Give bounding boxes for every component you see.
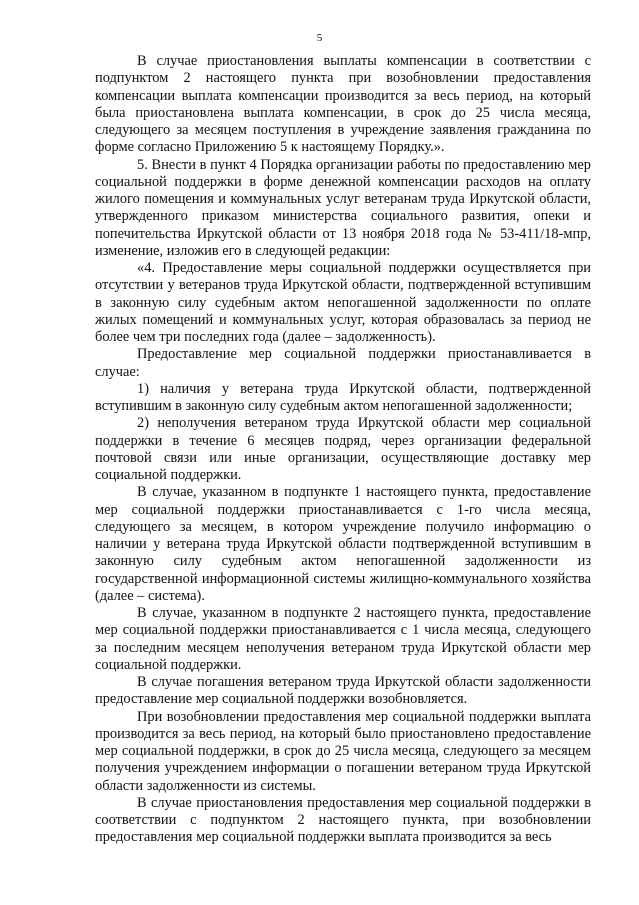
paragraph-item-4-provision: «4. Предоставление меры социальной поддержки осуществляется при отсутствии у ветеранов труда Иркутской области, подтвержденной вступившим в законную силу судебным актом непогашенной задолженности по оплате жилых помещений и коммунальных услуг, которая образовалась за период не более чем три последних года (далее – задолженность).	[95, 260, 591, 345]
document-body	[95, 53, 591, 847]
paragraph-debt-repayment: В случае погашения ветераном труда Иркутской области задолженности предоставление мер социальной поддержки возобновляется.	[95, 674, 591, 708]
paragraph-subitem-2-case: В случае, указанном в подпункте 2 настоящего пункта, предоставление мер социальной поддержки приостанавливается с 1 числа месяца, следующего за последним месяцем неполучения ветераном труда Иркутской области мер социальной поддержки.	[95, 605, 591, 673]
page-number: 5	[316, 32, 323, 44]
list-item-2: 2) неполучения ветераном труда Иркутской области мер социальной поддержки в течение 6 месяцев подряд, через организации федеральной почтовой связи или иные организации, осуществляющие доставку мер социальной поддержки.	[95, 415, 591, 483]
paragraph-resumption-payment: При возобновлении предоставления мер социальной поддержки выплата производится за весь период, на который было приостановлено предоставление мер социальной поддержки, в срок до 25 числа месяца, следующего за месяцем получения учреждением информации о погашении ветераном труда Иркутской области задолженности из системы.	[95, 708, 591, 794]
paragraph-subitem-1-case: В случае, указанном в подпункте 1 настоящего пункта, предоставление мер социальной поддержки приостанавливается с 1-го числа месяца, следующего за месяцем, в котором учреждение получило информацию о наличии у ветерана труда Иркутской области подтвержденной вступившим в законную силу судебным актом непогашенной задолженности из государственной информационной системы жилищно-коммунального хозяйства (далее – система).	[95, 484, 591, 604]
list-item-1: 1) наличия у ветерана труда Иркутской области, подтвержденной вступившим в законную силу судебным актом непогашенной задолженности;	[95, 380, 591, 414]
paragraph-suspension-cases: Предоставление мер социальной поддержки приостанавливается в случае:	[95, 346, 591, 380]
paragraph-compensation-suspension: В случае приостановления выплаты компенсации в соответствии с подпунктом 2 настоящего пункта при возобновлении предоставления компенсации выплата компенсации производится за весь период, на который была приостановлена выплата компенсации, в срок до 25 числа месяца, следующего за месяцем поступления в учреждение заявления гражданина по форме согласно Приложению 5 к настоящему Порядку.».	[95, 53, 591, 156]
paragraph-amendment-item-5: 5. Внести в пункт 4 Порядка организации работы по предоставлению мер социальной поддержки в форме денежной компенсации расходов на оплату жилого помещения и коммунальных услуг ветеранам труда Иркутской области, утвержденного приказом министерства социального развития, опеки и попечительства Иркутской области от 13 ноября 2018 года № 53-411/18-мпр, изменение, изложив его в следующей редакции:	[95, 156, 591, 259]
paragraph-suspension-subitem-2: В случае приостановления предоставления мер социальной поддержки в соответствии с подпунктом 2 настоящего пункта, при возобновлении предоставления мер социальной поддержки выплата производится за весь	[95, 794, 591, 846]
